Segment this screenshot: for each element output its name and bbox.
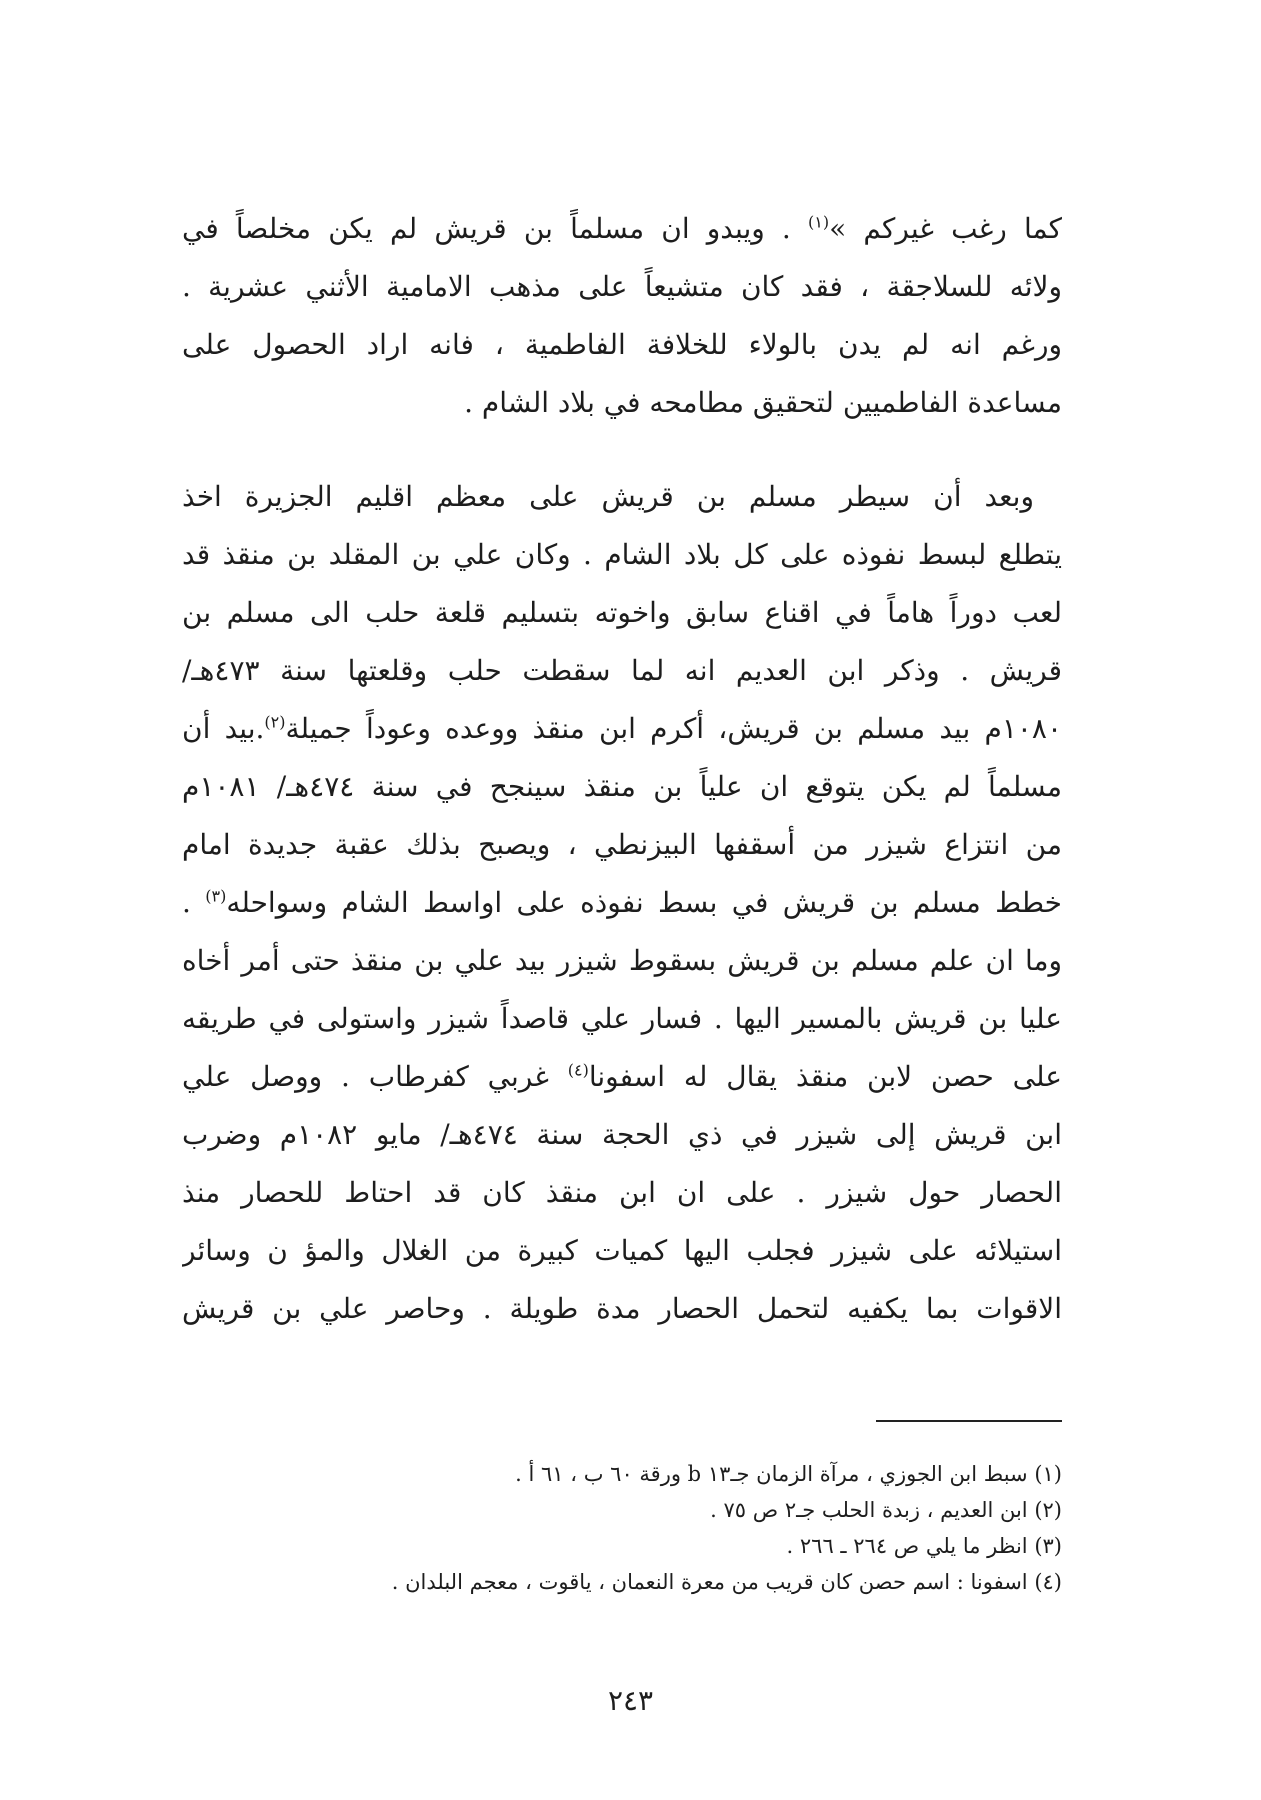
footnote-ref[interactable]: (٢)	[264, 712, 286, 732]
page-number: ٢٤٣	[607, 1684, 654, 1717]
footnote-separator	[876, 1420, 1062, 1422]
body-text	[182, 200, 1062, 1338]
text-line: كما رغب غيركم »$^{(١)}$ . ويبدو ان مسلماً بن قريش لم يكن مخلصاً في	[182, 212, 1062, 245]
text-line: قريش . وذكر ابن العديم انه لما سقطت حلب وقلعتها سنة ٤٧٣هـ/	[182, 654, 1062, 687]
footnote-3: (٣) انظر ما يلي ص ٢٦٤ ـ ٢٦٦ .	[786, 1534, 1062, 1558]
text-line: يتطلع لبسط نفوذه على كل بلاد الشام . وكان علي بن المقلد بن منقذ قد	[182, 538, 1062, 571]
text-line: على حصن لابن منقذ يقال له اسفونا$^{(٤)}$ غربي كفرطاب . ووصل علي	[182, 1060, 1062, 1093]
text-line: ولائه للسلاجقة ، فقد كان متشيعاً على مذهب الامامية الأثني عشرية .	[182, 270, 1062, 303]
footnote-ref[interactable]: (٤)	[567, 1060, 589, 1080]
text-line: الاقوات بما يكفيه لتحمل الحصار مدة طويلة . وحاصر علي بن قريش	[182, 1292, 1062, 1325]
text-line: استيلائه على شيزر فجلب اليها كميات كبيرة من الغلال والمؤ ن وسائر	[182, 1234, 1062, 1267]
text-line: مساعدة الفاطميين لتحقيق مطامحه في بلاد الشام .	[464, 386, 1062, 419]
footnote-2: (٢) ابن العديم ، زبدة الحلب جـ٢ ص ٧٥ .	[710, 1498, 1062, 1522]
footnote-4: (٤) اسفونا : اسم حصن كان قريب من معرة النعمان ، ياقوت ، معجم البلدان .	[391, 1570, 1062, 1594]
paragraph-gap	[182, 432, 1062, 468]
text-line: عليا بن قريش بالمسير اليها . فسار علي قاصداً شيزر واستولى في طريقه	[182, 1002, 1062, 1035]
footnote-ref[interactable]: (١)	[808, 212, 830, 232]
text-line: من انتزاع شيزر من أسقفها البيزنطي ، ويصبح بذلك عقبة جديدة امام	[182, 828, 1062, 861]
text-line: ورغم انه لم يدن بالولاء للخلافة الفاطمية ، فانه اراد الحصول على	[182, 328, 1062, 361]
text-line: مسلماً لم يكن يتوقع ان علياً بن منقذ سينجح في سنة ٤٧٤هـ/ ١٠٨١م	[182, 770, 1062, 803]
text-line: الحصار حول شيزر . على ان ابن منقذ كان قد احتاط للحصار منذ	[182, 1176, 1062, 1209]
text-line: خطط مسلم بن قريش في بسط نفوذه على اواسط الشام وسواحله$^{(٣)}$ .	[182, 886, 1062, 919]
text-line: وما ان علم مسلم بن قريش بسقوط شيزر بيد علي بن منقذ حتى أمر أخاه	[182, 944, 1062, 977]
footnote-1: (١) سبط ابن الجوزي ، مرآة الزمان جـ١٣ b ورقة ٦٠ ب ، ٦١ أ .	[515, 1462, 1062, 1486]
text-line: لعب دوراً هاماً في اقناع سابق واخوته بتسليم قلعة حلب الى مسلم بن	[182, 596, 1062, 629]
footnotes	[182, 1456, 1062, 1600]
footnote-ref[interactable]: (٣)	[205, 886, 227, 906]
text-line: ١٠٨٠م بيد مسلم بن قريش، أكرم ابن منقذ ووعده وعوداً جميلة$^{(٢)}$.بيد أن	[182, 712, 1062, 745]
text-line: وبعد أن سيطر مسلم بن قريش على معظم اقليم الجزيرة اخذ	[182, 480, 1034, 513]
text-line: ابن قريش إلى شيزر في ذي الحجة سنة ٤٧٤هـ/ مايو ١٠٨٢م وضرب	[182, 1118, 1062, 1151]
